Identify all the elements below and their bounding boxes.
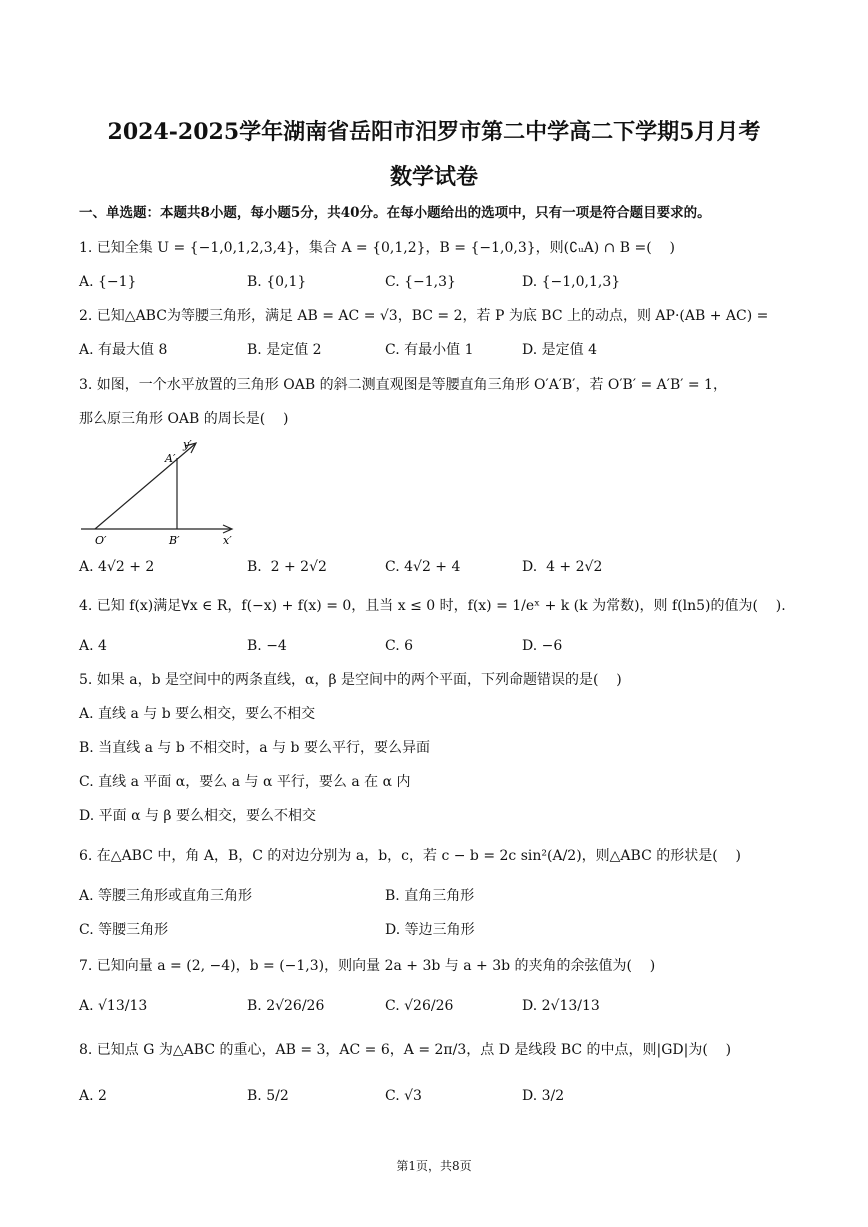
question-3-stem-line1: 3. 如图，一个水平放置的三角形 OAB 的斜二测直观图是等腰直角三角形 O′A′B′，若 O′B′ = A′B′ = 1， (79, 377, 727, 393)
question-1-stem: 1. 已知全集 U = {−1,0,1,2,3,4}，集合 A = {0,1,2}，B = {−1,0,3}，则(∁ᵤA) ∩ B =( ) (79, 240, 675, 256)
question-7-option-c: C. √26/26 (385, 998, 454, 1014)
question-1-option-a: A. {−1} (79, 274, 137, 290)
question-5-stem: 5. 如果 a，b 是空间中的两条直线，α，β 是空间中的两个平面，下列命题错误的是( ) (79, 672, 622, 688)
page-title-line1: 2024-2025学年湖南省岳阳市汨罗市第二中学高二下学期5月月考 (107, 119, 761, 145)
label-y-axis: y′ (183, 438, 192, 451)
question-3-option-b: B. 2 + 2√2 (247, 559, 327, 575)
question-7-option-d: D. 2√13/13 (522, 998, 600, 1014)
question-3-option-c: C. 4√2 + 4 (385, 559, 461, 575)
question-5-option-d: D. 平面 α 与 β 要么相交，要么不相交 (79, 808, 316, 824)
label-origin: O′ (95, 534, 107, 547)
question-3-stem-line2: 那么原三角形 OAB 的周长是( ) (79, 411, 289, 427)
question-6-stem: 6. 在△ABC 中，角 A，B，C 的对边分别为 a，b，c，若 c − b = 2c sin²(A/2)，则△ABC 的形状是( ) (79, 848, 741, 864)
question-1-option-d: D. {−1,0,1,3} (522, 274, 621, 290)
question-8-option-a: A. 2 (79, 1088, 107, 1104)
question-4-option-c: C. 6 (385, 638, 414, 654)
question-2-stem: 2. 已知△ABC为等腰三角形，满足 AB = AC = √3，BC = 2，若 P 为底 BC 上的动点，则 AP·(AB + AC) = (79, 308, 769, 324)
question-4-stem: 4. 已知 f(x)满足∀x ∈ R，f(−x) + f(x) = 0，且当 x ≤ 0 时，f(x) = 1/eˣ + k (k 为常数)，则 f(ln5)的值为( ). (79, 598, 786, 614)
question-6-option-d: D. 等边三角形 (385, 922, 475, 938)
question-7-option-b: B. 2√26/26 (247, 998, 325, 1014)
question-1-option-b: B. {0,1} (247, 274, 307, 290)
question-8-stem: 8. 已知点 G 为△ABC 的重心，AB = 3，AC = 6，A = 2π/3，点 D 是线段 BC 的中点，则|GD|为( ) (79, 1042, 732, 1058)
question-1-option-c: C. {−1,3} (385, 274, 456, 290)
question-5-option-c: C. 直线 a 平面 α，要么 a 与 α 平行，要么 a 在 α 内 (79, 774, 411, 790)
question-3-figure (79, 438, 249, 550)
question-8-option-c: C. √3 (385, 1088, 422, 1104)
question-8-option-d: D. 3/2 (522, 1088, 565, 1104)
page-title-line2: 数学试卷 (389, 164, 478, 190)
question-2-option-a: A. 有最大值 8 (79, 342, 168, 358)
label-x-axis: x′ (223, 534, 232, 547)
question-7-stem: 7. 已知向量 a = (2, −4)，b = (−1,3)，则向量 2a + 3b 与 a + 3b 的夹角的余弦值为( ) (79, 958, 656, 974)
question-3-option-d: D. 4 + 2√2 (522, 559, 603, 575)
question-7-option-a: A. √13/13 (79, 998, 148, 1014)
question-4-option-b: B. −4 (247, 638, 287, 654)
page-footer: 第1页，共8页 (396, 1159, 472, 1173)
question-2-option-b: B. 是定值 2 (247, 342, 322, 358)
question-6-option-b: B. 直角三角形 (385, 888, 475, 904)
question-3-option-a: A. 4√2 + 2 (79, 559, 155, 575)
question-5-option-b: B. 当直线 a 与 b 不相交时，a 与 b 要么平行，要么异面 (79, 740, 430, 756)
question-4-option-d: D. −6 (522, 638, 563, 654)
question-4-option-a: A. 4 (79, 638, 107, 654)
question-6-option-a: A. 等腰三角形或直角三角形 (79, 888, 253, 904)
label-point-a: A′ (165, 452, 176, 465)
label-point-b: B′ (169, 534, 180, 547)
question-2-option-d: D. 是定值 4 (522, 342, 597, 358)
question-6-option-c: C. 等腰三角形 (79, 922, 169, 938)
section-heading: 一、单选题：本题共8小题，每小题5分，共40分。在每小题给出的选项中，只有一项是符合题目要求的。 (79, 205, 711, 221)
question-5-option-a: A. 直线 a 与 b 要么相交，要么不相交 (79, 706, 316, 722)
x-axis (81, 525, 232, 533)
question-2-option-c: C. 有最小值 1 (385, 342, 474, 358)
question-8-option-b: B. 5/2 (247, 1088, 289, 1104)
y-axis (95, 443, 196, 529)
